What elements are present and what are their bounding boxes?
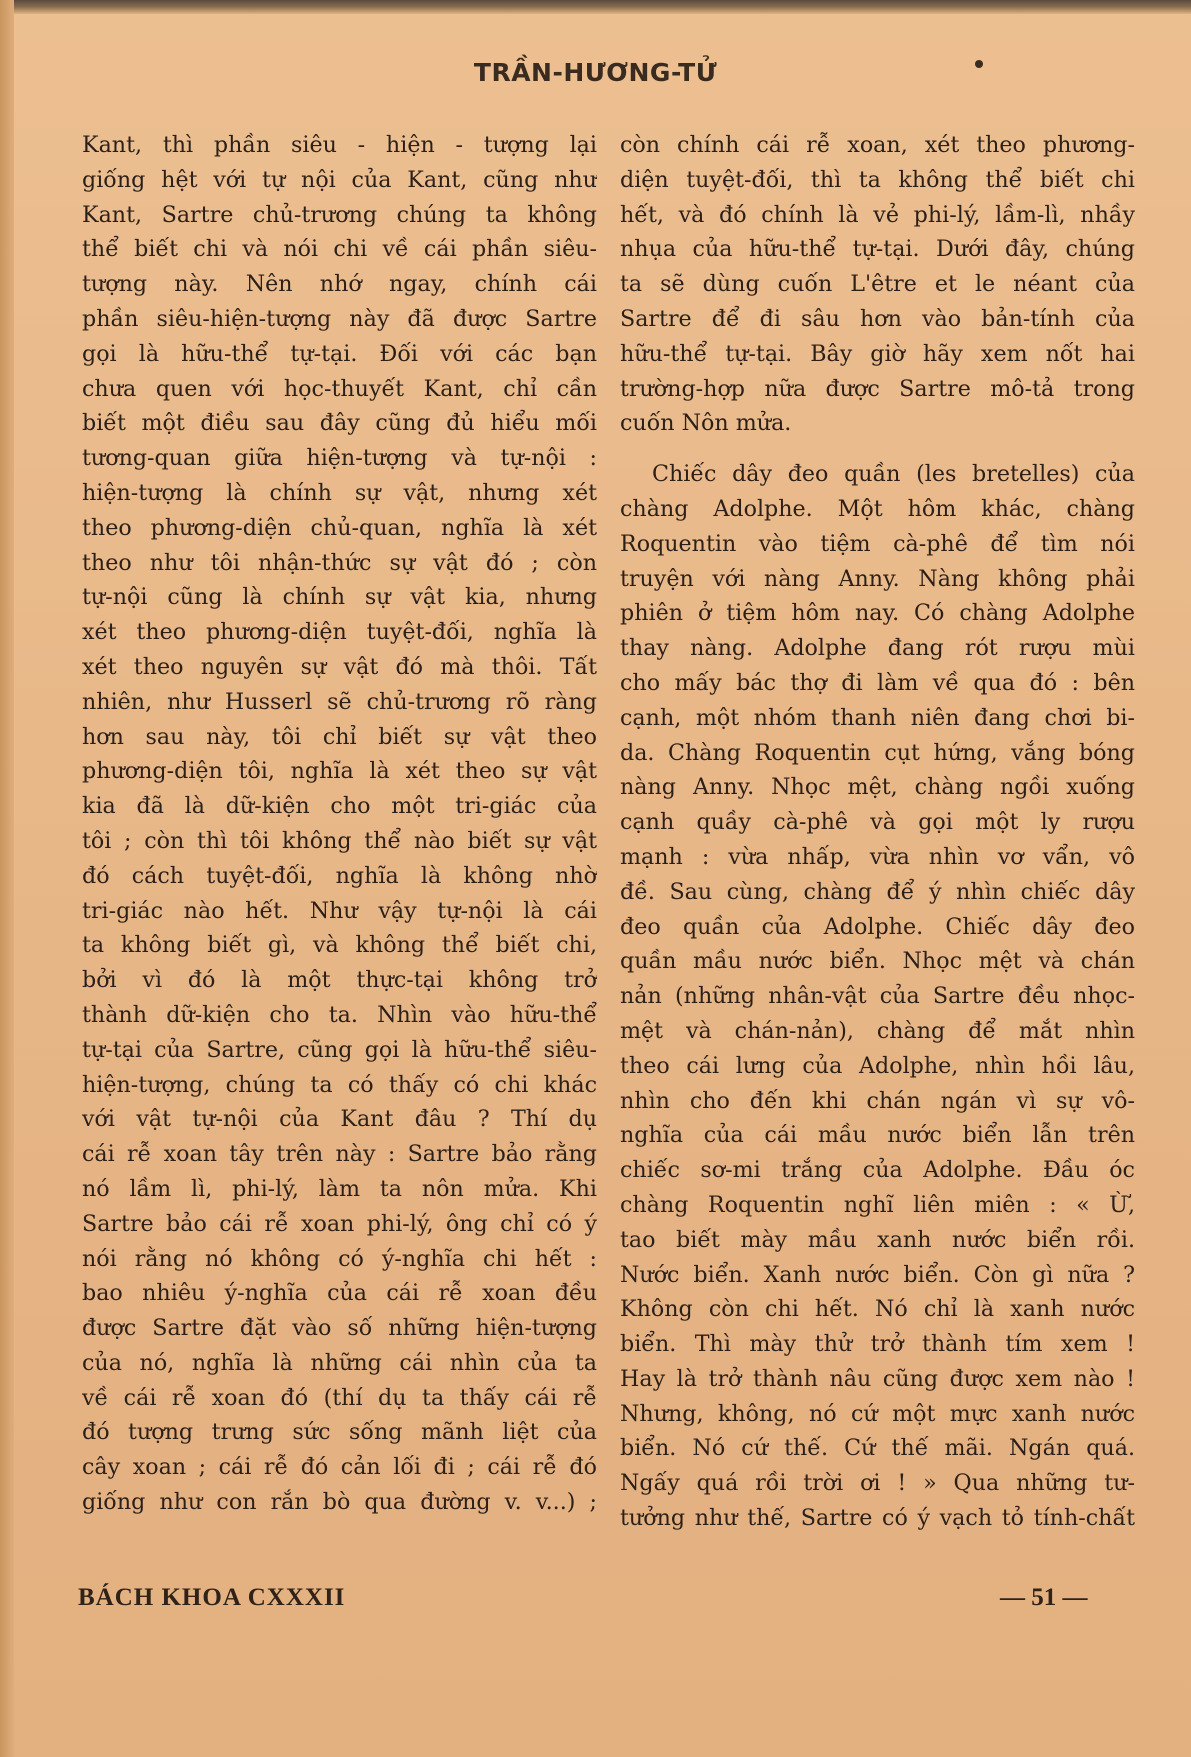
running-title: TRẦN-HƯƠNG-TỬ xyxy=(473,58,718,87)
text-line: đeo quần của Adolphe. Chiếc dây đeo xyxy=(620,913,1135,940)
text-line: nghĩa của cái mầu nước biển lẫn trên xyxy=(620,1122,1135,1149)
paragraph-gap xyxy=(620,441,1135,457)
text-line: diện tuyệt-đối, thì ta không thể biết chi xyxy=(620,166,1135,193)
text-line: hiện-tượng, chúng ta có thấy có chi khác xyxy=(82,1071,597,1098)
text-line: mệt và chán-nản), chàng để mắt nhìn xyxy=(620,1017,1135,1044)
text-line: phiên ở tiệm hôm nay. Có chàng Adolphe xyxy=(620,600,1135,627)
text-line: cạnh, một nhóm thanh niên đang chơi bi- xyxy=(620,704,1135,731)
text-line: Hay là trở thành nâu cũng được xem nào ! xyxy=(620,1365,1135,1392)
text-line: giống hệt với tự nội của Kant, cũng như xyxy=(82,166,597,193)
text-line: trường-hợp nữa được Sartre mô-tả trong xyxy=(620,375,1135,402)
text-line: Không còn chi hết. Nó chỉ là xanh nước xyxy=(620,1296,1135,1323)
text-line: truyện với nàng Anny. Nàng không phải xyxy=(620,565,1135,592)
text-line: nhụa của hữu-thể tự-tại. Dưới đây, chúng xyxy=(620,236,1135,263)
text-line: tượng này. Nên nhớ ngay, chính cái xyxy=(82,271,597,298)
text-line: theo phương-diện chủ-quan, nghĩa là xét xyxy=(82,514,597,541)
text-line: ta sẽ dùng cuốn L'être et le néant của xyxy=(620,271,1135,298)
text-line: bao nhiêu ý-nghĩa của cái rễ xoan đều xyxy=(82,1280,597,1307)
text-line: theo cái lưng của Adolphe, nhìn hồi lâu, xyxy=(620,1052,1135,1079)
text-line: phương-diện tôi, nghĩa là xét theo sự vật xyxy=(82,758,597,785)
text-line: nhiên, như Husserl sẽ chủ-trương rõ ràng xyxy=(82,688,597,715)
text-line: tao biết mày mầu xanh nước biển rồi. xyxy=(620,1226,1135,1253)
text-line: với vật tự-nội của Kant đâu ? Thí dụ xyxy=(82,1106,597,1133)
text-line: kia đã là dữ-kiện cho một tri-giác của xyxy=(82,793,597,820)
text-line: Roquentin vào tiệm cà-phê để tìm nói xyxy=(620,530,1135,557)
text-line: tương-quan giữa hiện-tượng và tự-nội : xyxy=(82,445,597,472)
text-line: Kant, Sartre chủ-trương chúng ta không xyxy=(82,201,597,228)
text-line: xét theo phương-diện tuyệt-đối, nghĩa là xyxy=(82,619,597,646)
text-line: chàng Adolphe. Một hôm khác, chàng xyxy=(620,495,1135,522)
text-line: của nó, nghĩa là những cái nhìn của ta xyxy=(82,1349,597,1376)
text-line: gọi là hữu-thể tự-tại. Đối với các bạn xyxy=(82,340,597,367)
header-dot xyxy=(975,60,983,68)
text-line: cây xoan ; cái rễ đó cản lối đi ; cái rễ đó xyxy=(82,1454,597,1481)
magazine-issue: BÁCH KHOA CXXXII xyxy=(78,1584,346,1611)
text-line: Ngấy quá rồi trời ơi ! » Qua những tư- xyxy=(620,1470,1135,1497)
text-line: Chiếc dây đeo quần (les bretelles) của xyxy=(652,461,1135,488)
text-line: cho mấy bác thợ đi làm về qua đó : bên xyxy=(620,669,1135,696)
text-line: tự-nội cũng là chính sự vật kia, nhưng xyxy=(82,584,597,611)
text-line: ta không biết gì, và không thể biết chi, xyxy=(82,932,597,959)
page-number: — 51 — xyxy=(1000,1584,1088,1611)
text-line: cạnh quầy cà-phê và gọi một ly rượu xyxy=(620,809,1135,836)
text-line: da. Chàng Roquentin cụt hứng, vắng bóng xyxy=(620,739,1135,766)
text-line: nó lầm lì, phi-lý, làm ta nôn mửa. Khi xyxy=(82,1175,597,1202)
text-line: nói rằng nó không có ý-nghĩa chi hết : xyxy=(82,1245,597,1272)
text-line: theo như tôi nhận-thức sự vật đó ; còn xyxy=(82,549,597,576)
text-line: chàng Roquentin nghĩ liên miên : « Ừ, xyxy=(620,1191,1135,1218)
text-line: đó cách tuyệt-đối, nghĩa là không nhờ xyxy=(82,862,597,889)
text-line: hữu-thể tự-tại. Bây giờ hãy xem nốt hai xyxy=(620,340,1135,367)
text-line: Kant, thì phần siêu - hiện - tượng lại xyxy=(82,132,597,158)
right-text-column xyxy=(620,128,1135,1536)
text-line: chưa quen với học-thuyết Kant, chỉ cần xyxy=(82,375,597,402)
text-line: biển. Thì mày thử trở thành tím xem ! xyxy=(620,1331,1135,1358)
text-line: còn chính cái rễ xoan, xét theo phương- xyxy=(620,132,1135,158)
text-line: nàng Anny. Nhọc mệt, chàng ngồi xuống xyxy=(620,774,1135,801)
page-top-edge xyxy=(0,0,1191,14)
text-line: về cái rễ xoan đó (thí dụ ta thấy cái rễ xyxy=(82,1384,597,1411)
text-line: Sartre để đi sâu hơn vào bản-tính của xyxy=(620,305,1135,332)
text-line: biển. Nó cứ thế. Cứ thế mãi. Ngán quá. xyxy=(620,1435,1135,1462)
text-line: đó tượng trưng sức sống mãnh liệt của xyxy=(82,1419,597,1446)
text-line: tự-tại của Sartre, cũng gọi là hữu-thể siêu- xyxy=(82,1036,597,1063)
left-text-column xyxy=(82,128,597,1520)
text-line: mạnh : vừa nhấp, vừa nhìn vơ vẩn, vô xyxy=(620,843,1135,870)
text-line: đề. Sau cùng, chàng để ý nhìn chiếc dây xyxy=(620,878,1135,905)
text-line: tôi ; còn thì tôi không thể nào biết sự vật xyxy=(82,827,597,854)
text-line: biết một điều sau đây cũng đủ hiểu mối xyxy=(82,410,597,437)
text-line: Nhưng, không, nó cứ một mực xanh nước xyxy=(620,1400,1135,1427)
text-line: thể biết chi và nói chi về cái phần siêu- xyxy=(82,236,597,263)
text-line: Sartre bảo cái rễ xoan phi-lý, ông chỉ có ý xyxy=(82,1210,597,1237)
text-line: nản (những nhân-vật của Sartre đều nhọc- xyxy=(620,983,1135,1010)
text-line: giống như con rắn bò qua đường v. v...) ; xyxy=(82,1489,597,1516)
text-line: xét theo nguyên sự vật đó mà thôi. Tất xyxy=(82,653,597,680)
text-line: thành dữ-kiện cho ta. Nhìn vào hữu-thể xyxy=(82,1001,597,1028)
text-line: hơn sau này, tôi chỉ biết sự vật theo xyxy=(82,723,597,750)
text-line: chiếc sơ-mi trắng của Adolphe. Đầu óc xyxy=(620,1157,1135,1184)
text-line: cuốn Nôn mửa. xyxy=(620,410,792,437)
text-line: hết, và đó chính là vẻ phi-lý, lầm-lì, nhầy xyxy=(620,201,1135,228)
text-line: tri-giác nào hết. Như vậy tự-nội là cái xyxy=(82,897,597,924)
text-line: được Sartre đặt vào số những hiện-tượng xyxy=(82,1315,597,1342)
text-line: thay nàng. Adolphe đang rót rượu mùi xyxy=(620,635,1135,662)
text-line: bởi vì đó là một thực-tại không trở xyxy=(82,967,597,994)
text-line: Nước biển. Xanh nước biển. Còn gì nữa ? xyxy=(620,1261,1135,1288)
text-line: tưởng như thế, Sartre có ý vạch tỏ tính-chất xyxy=(620,1505,1135,1532)
text-line: phần siêu-hiện-tượng này đã được Sartre xyxy=(82,305,597,332)
text-line: hiện-tượng là chính sự vật, nhưng xét xyxy=(82,479,597,506)
text-line: cái rễ xoan tây trên này : Sartre bảo rằng xyxy=(82,1141,597,1168)
text-line: quần mầu nước biển. Nhọc mệt và chán xyxy=(620,948,1135,975)
text-line: nhìn cho đến khi chán ngán vì sự vô- xyxy=(620,1087,1135,1114)
page-left-edge xyxy=(0,0,14,1757)
